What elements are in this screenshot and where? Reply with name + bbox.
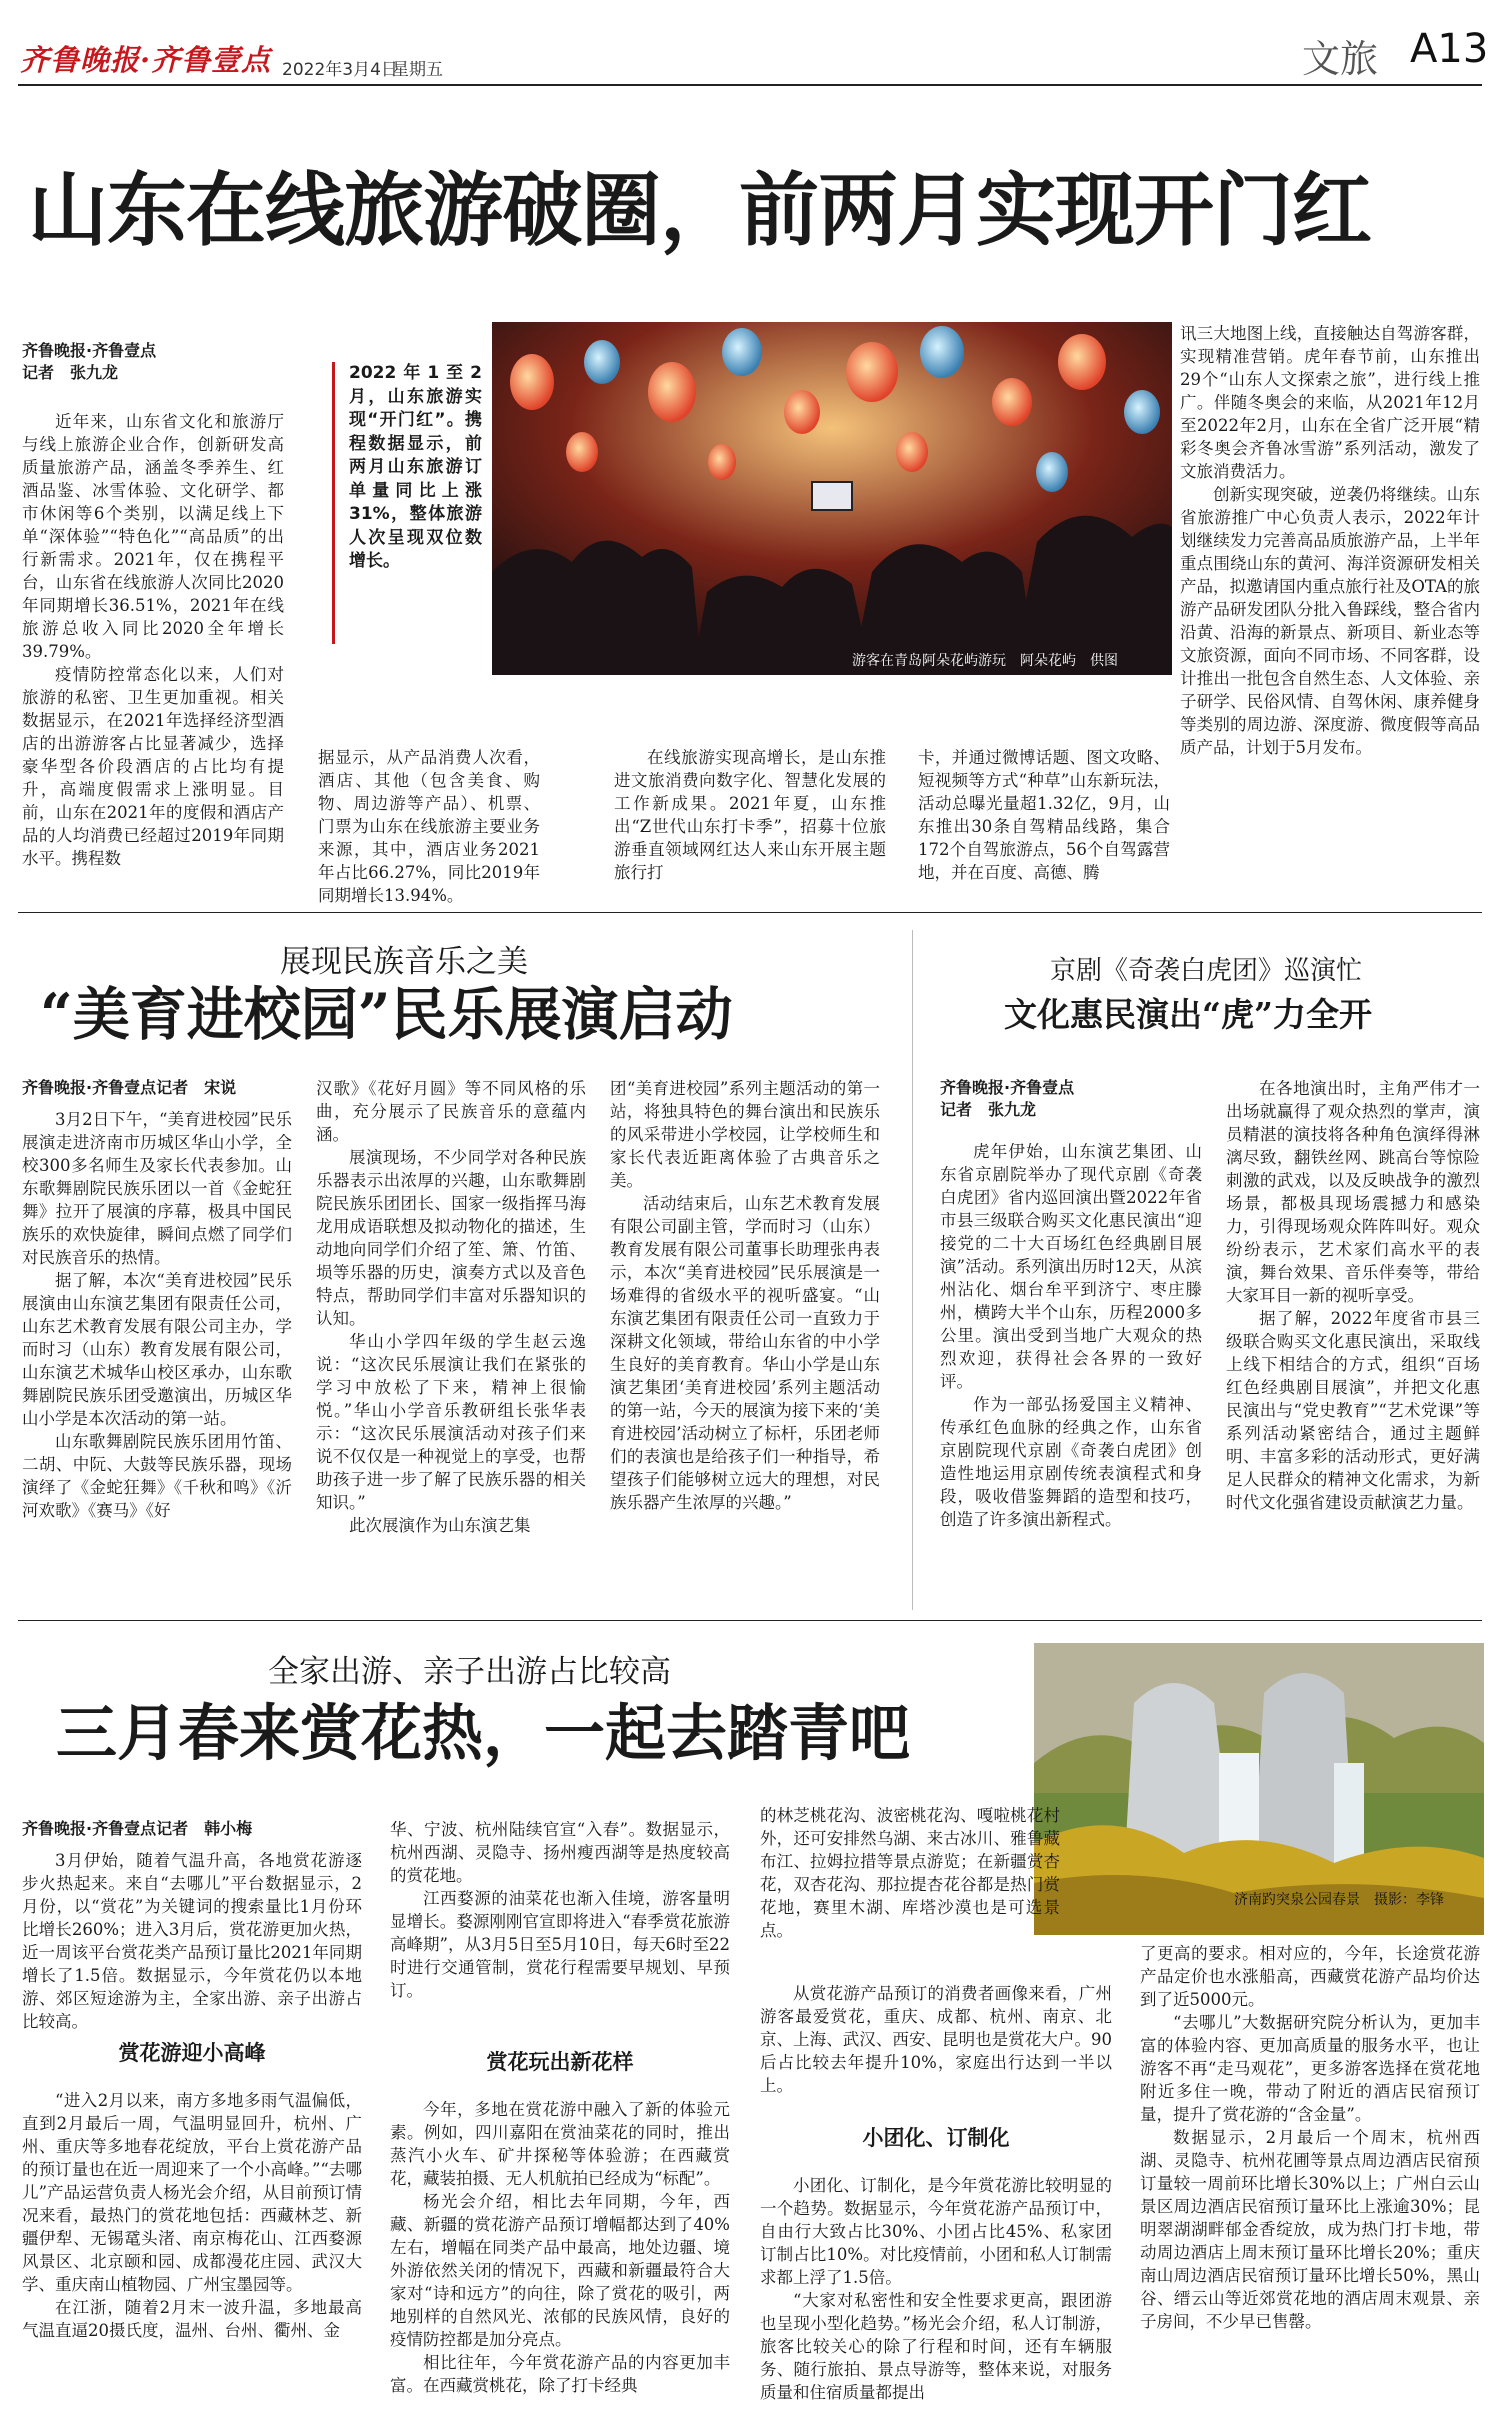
paragraph: “去哪儿”大数据研究院分析认为，更加丰富的体验内容、更加高质量的服务水平，也让游客不再“走马观花”，更多游客选择在赏花地附近多住一晚，带动了附近的酒店民宿预订量，提升了赏花游的“含金量”。 — [1140, 2013, 1480, 2124]
paragraph: “大家对私密性和安全性要求更高，跟团游也呈现小型化趋势。”杨光会介绍，私人订制游，旅客比较关心的除了行程和时间，还有车辆服务、随行旅拍、景点导游等，整体来说，对服务质量和住宿质量都提出 — [760, 2291, 1112, 2402]
article4-col3-wrap — [760, 1804, 1112, 2409]
article3-byline — [940, 1077, 1180, 1121]
article3-headline: 文化惠民演出“虎”力全开 — [1004, 995, 1372, 1034]
article2-headline: “美育进校园”民乐展演启动 — [40, 981, 733, 1048]
paragraph: 团“美育进校园”系列主题活动的第一站，将独具特色的舞台演出和民族乐的风采带进小学校园，让学校师生和家长代表近距离体验了古典音乐之美。 — [610, 1079, 880, 1190]
article1-photo-caption: 游客在青岛阿朵花屿游玩 阿朵花屿 供图 — [852, 653, 1118, 669]
subhead-small-group: 小团化、订制化 — [862, 2126, 1010, 2150]
masthead-rule — [18, 84, 1482, 86]
article1-headline: 山东在线旅游破圈，前两月实现开门红 — [28, 163, 1371, 257]
paragraph: 作为一部弘扬爱国主义精神、传承红色血脉的经典之作，山东省京剧院现代京剧《奇袭白虎团》创造性地运用京剧传统表演程式和身段，吸收借鉴舞蹈的造型和技巧，创造了许多演出新程式。 — [940, 1395, 1202, 1529]
paragraph: 3月伊始，随着气温升高，各地赏花游逐步火热起来。来自“去哪儿”平台数据显示，2月份，以“赏花”为关键词的搜索量比1月份环比增长260%；进入3月后，赏花游更加火热，近一周该平台赏花类产品预订量比2021年同期增长了1.5倍。数据显示，今年赏花仍以本地游、郊区短途游为主，全家出游、亲子出游占比较高。 — [22, 1851, 362, 2031]
article1-col4 — [918, 746, 1170, 898]
paragraph: 据了解，2022年度省市县三级联合购买文化惠民演出，采取线上线下相结合的方式，组织“百场红色经典剧目展演”，并把文化惠民演出与“党史教育”“艺术党课”等系列活动紧密结合，通过主题鲜明、丰富多彩的活动形式，更好满足人民群众的精神文化需求，为新时代文化强省建设贡献演艺力量。 — [1226, 1309, 1480, 1512]
paragraph: 卡，并通过微博话题、图文攻略、短视频等方式“种草”山东新玩法，活动总曝光量超1.32亿，9月，山东推出30条自驾精品线路，集合172个自驾旅游点，56个自驾露营地，并在百度、高德、腾 — [918, 748, 1170, 882]
paragraph: 今年，多地在赏花游中融入了新的体验元素。例如，四川嘉阳在赏油菜花的同时，推出蒸汽小火车、矿井探秘等体验游；在西藏赏花，藏装拍摄、无人机航拍已经成为“标配”。 — [390, 2100, 730, 2188]
paragraph: 山东歌舞剧院民族乐团用竹笛、二胡、中阮、大鼓等民族乐器，现场演绎了《金蛇狂舞》《千秋和鸣》《沂河欢歌》《赛马》《好 — [22, 1432, 292, 1520]
paragraph: 小团化、订制化，是今年赏花游比较明显的一个趋势。数据显示，今年赏花游产品预订中，自由行大致占比30%、小团占比45%、私家团订制占比10%。对比疫情前，小团和私人订制需求都上浮了1.5倍。 — [760, 2176, 1112, 2287]
page-number: A13 — [1410, 26, 1489, 72]
paragraph: 华、宁波、杭州陆续官宣“入春”。数据显示，杭州西湖、灵隐寺、扬州瘦西湖等是热度较高的赏花地。 — [390, 1820, 730, 1885]
article1-photo — [492, 322, 1172, 675]
article4-col1a — [22, 1849, 362, 2031]
paragraph: 在线旅游实现高增长，是山东推进文旅消费向数字化、智慧化发展的工作新成果。2021年夏，山东推出“Z世代山东打卡季”，招募十位旅游垂直领域网红达人来山东开展主题旅行打 — [614, 748, 886, 882]
article4-col2b — [390, 2098, 730, 2409]
paragraph: 的林芝桃花沟、波密桃花沟、嘎啦桃花村外，还可安排然乌湖、来古冰川、雅鲁藏布江、拉姆拉措等景点游览；在新疆赏杏花，双杏花沟、那拉提杏花谷都是热门赏花地，赛里木湖、库塔沙漠也是可选景点。 — [760, 1806, 1060, 1940]
masthead — [0, 0, 1500, 80]
article3-col2 — [1226, 1077, 1480, 1604]
article4-col1b — [22, 2089, 362, 2409]
lantern-street-photo — [492, 322, 1172, 675]
article4-col4 — [1140, 1942, 1480, 2409]
article4-photo-caption: 济南趵突泉公园春景 摄影：李锋 — [1234, 1892, 1444, 1908]
article4-kicker: 全家出游、亲子出游占比较高 — [268, 1654, 671, 1690]
subhead-flower-peak: 赏花游迎小高峰 — [118, 2041, 266, 2065]
article2-col2 — [316, 1077, 586, 1604]
section-name: 文旅 — [1302, 37, 1379, 81]
paragraph: 近年来，山东省文化和旅游厅与线上旅游企业合作，创新研发高质量旅游产品，涵盖冬季养生、红酒品鉴、冰雪体验、文化研学、都市休闲等6个类别，以满足线上下单“深体验”“特色化”“高品质”的出行新需求。2021年，仅在携程平台，山东省在线旅游人次同比2020年同期增长36.51%，2021年在线旅游总收入同比2020全年增长39.79%。 — [22, 412, 284, 661]
column-divider — [912, 930, 913, 1610]
paragraph: 江西婺源的油菜花也渐入佳境，游客量明显增长。婺源刚刚官宣即将进入“春季赏花旅游高峰期”，从3月5日至5月10日，每天6时至22时进行交通管制，赏花行程需要早规划、早预订。 — [390, 1889, 730, 2000]
article1-col5 — [1180, 322, 1480, 898]
paragraph: 虎年伊始，山东演艺集团、山东省京剧院举办了现代京剧《奇袭白虎团》省内巡回演出暨2022年省市县三级联合购买文化惠民演出“迎接党的二十大百场红色经典剧目展演”活动。系列演出历时12天，从滨州沾化、烟台牟平到济宁、枣庄滕州，横跨大半个山东，历程2000多公里。演出受到当地广大观众的热烈欢迎，获得社会各界的一致好评。 — [940, 1142, 1202, 1391]
article4-col2-wrap — [390, 1818, 730, 2409]
section-rule — [18, 1620, 1482, 1621]
paragraph: 在江浙，随着2月末一波升温，多地最高气温直逼20摄氏度，温州、台州、衢州、金 — [22, 2298, 362, 2340]
paragraph: 数据显示，2月最后一个周末，杭州西湖、灵隐寺、杭州花圃等景点周边酒店民宿预订量较一周前环比增长30%以上；广州白云山景区周边酒店民宿预订量环比上涨逾30%；昆明翠湖湖畔郁金香绽放，成为热门打卡地，带动周边酒店上周末预订量环比增长20%；重庆南山周边酒店民宿预订量环比增长50%，黑山谷、缙云山等近郊赏花地的酒店周末观景、亲子房间，不少早已售罄。 — [1140, 2128, 1480, 2331]
article1-byline — [22, 340, 292, 384]
paragraph: 创新实现突破，逆袭仍将继续。山东省旅游推广中心负责人表示，2022年计划继续发力完善高品质旅游产品，上半年重点围绕山东的黄河、海洋资源研发相关产品，拟邀请国内重点旅行社及OTA的旅游产品研发团队分批入鲁踩线，整合省内沿黄、沿海的新景点、新项目、新业态等文旅资源，面向不同市场、不同客群，设计推出一批包含自然生态、人文体验、亲子研学、民俗风情、自驾休闲、康养健身等类别的周边游、深度游、微度假等高品质产品，计划于5月发布。 — [1180, 485, 1480, 757]
paragraph: 在各地演出时，主角严伟才一出场就赢得了观众热烈的掌声，演员精湛的演技将各种角色演绎得淋漓尽致，翻铁丝网、跳高台等惊险刺激的武戏，以及反映战争的激烈场景，都极具现场震撼力和感染力，引得现场观众阵阵叫好。观众纷纷表示，艺术家们高水平的表演，舞台效果、音乐伴奏等，带给大家耳目一新的视听享受。 — [1226, 1079, 1480, 1305]
article2-kicker: 展现民族音乐之美 — [280, 944, 528, 980]
paragraph: 此次展演作为山东演艺集 — [349, 1516, 531, 1535]
issue-weekday: 星期五 — [392, 60, 443, 80]
byline-outlet: 齐鲁晚报·齐鲁壹点 — [940, 1078, 1075, 1097]
byline-reporter: 记者 张九龙 — [22, 363, 119, 382]
paragraph: 疫情防控常态化以来，人们对旅游的私密、卫生更加重视。相关数据显示，在2021年选择经济型酒店的出游游客占比显著减少，选择豪华型各价段酒店的占比均有提升，高端度假需求上涨明显。目前，山东在2021年的度假和酒店产品的人均消费已经超过2019年同期水平。携程数 — [22, 665, 284, 868]
paragraph: “进入2月以来，南方多地多雨气温偏低，直到2月最后一周，气温明显回升，杭州、广州、重庆等多地春花绽放，平台上赏花游产品的预订量也在近一周迎来了一个小高峰。”“去哪儿”产品运营负责人杨光会介绍，从目前预订情况来看，最热门的赏花地包括：西藏林芝、新疆伊犁、无锡鼋头渚、南京梅花山、江西婺源风景区、北京颐和园、成都漫花庄园、武汉大学、重庆南山植物园、广州宝墨园等。 — [22, 2091, 362, 2294]
article4-headline: 三月春来赏花热，一起去踏青吧 — [56, 1698, 911, 1769]
article1-col1 — [22, 410, 284, 898]
article4-col3c — [760, 2174, 1112, 2409]
section-rule — [18, 912, 1482, 913]
article4-col3a — [760, 1804, 1060, 1970]
article4-byline: 齐鲁晚报·齐鲁壹点记者 韩小梅 — [22, 1819, 253, 1838]
article1-lead-text: 2022年1至2月，山东旅游实现“开门红”。携程数据显示，前两月山东旅游订单量同比上涨31%，整体旅游人次呈现双位数增长。 — [349, 363, 482, 571]
paragraph: 汉歌》《花好月圆》等不同风格的乐曲，充分展示了民族音乐的意蕴内涵。 — [316, 1079, 586, 1144]
article4-col1-wrap — [22, 1849, 362, 2409]
article2-col1 — [22, 1108, 292, 1604]
paragraph: 3月2日下午，“美育进校园”民乐展演走进济南市历城区华山小学，全校300多名师生及家长代表参加。山东歌舞剧院民族乐团以一首《金蛇狂舞》拉开了展演的序幕，极具中国民族乐的欢快旋律，瞬间点燃了同学们对民族音乐的热情。 — [22, 1110, 292, 1267]
byline-outlet: 齐鲁晚报·齐鲁壹点 — [22, 341, 157, 360]
paragraph: 杨光会介绍，相比去年同期，今年，西藏、新疆的赏花游产品预订增幅都达到了40%左右，增幅在同类产品中最高，地处边疆、境外游依然关闭的情况下，西藏和新疆最符合大家对“诗和远方”的向往，除了赏花的吸引，两地别样的自然风光、浓郁的民族风情，良好的疫情防控都是加分亮点。 — [390, 2192, 730, 2349]
paragraph: 据显示，从产品消费人次看，酒店、其他（包含美食、购物、周边游等产品）、机票、门票为山东在线旅游主要业务来源，其中，酒店业务2021年占比66.27%，同比2019年同期增长13.94%。 — [318, 748, 540, 905]
article4-col2a — [390, 1818, 730, 2034]
article2-byline: 齐鲁晚报·齐鲁壹点记者 宋说 — [22, 1078, 237, 1097]
paragraph: 华山小学四年级的学生赵云逸说：“这次民乐展演让我们在紧张的学习中放松了下来，精神上很愉悦。”华山小学音乐教研组长张华表示：“这次民乐展演活动对孩子们来说不仅仅是一种视觉上的享受，也帮助孩子进一步了解了民族乐器的相关知识。” — [316, 1332, 586, 1512]
paragraph: 活动结束后，山东艺术教育发展有限公司副主管，学而时习（山东）教育发展有限公司董事长助理张冉表示，本次“美育进校园”民乐展演是一场难得的省级水平的视听盛宴。“山东演艺集团有限责任公司一直致力于深耕文化领域，带给山东省的中小学生良好的美育教育。华山小学是山东演艺集团‘美育进校园’系列主题活动的第一站，今天的展演为接下来的‘美育进校园’活动树立了标杆，乐团老师们的表演也是给孩子们一种指导，希望孩子们能够树立远大的理想，对民族乐器产生浓厚的兴趣。” — [610, 1194, 880, 1512]
brand-logo: 齐鲁晚报·齐鲁壹点 — [20, 43, 272, 77]
subhead-new-ways: 赏花玩出新花样 — [486, 2050, 634, 2074]
article1-col3 — [614, 746, 886, 898]
article1-lead-box — [332, 362, 482, 644]
article2-col3 — [610, 1077, 880, 1604]
paragraph: 从赏花游产品预订的消费者画像来看，广州游客最爱赏花，重庆、成都、杭州、南京、北京、上海、武汉、西安、昆明也是赏花大户。90后占比较去年提升10%，家庭出行达到一半以上。 — [760, 1984, 1112, 2095]
paragraph: 相比往年，今年赏花游产品的内容更加丰富。在西藏赏桃花，除了打卡经典 — [390, 2353, 730, 2395]
issue-date: 2022年3月4日 — [282, 60, 398, 80]
paragraph: 展演现场，不少同学对各种民族乐器表示出浓厚的兴趣，山东歌舞剧院民族乐团团长、国家一级指挥马海龙用成语联想及拟动物化的描述，生动地向同学们介绍了笙、箫、竹笛、埙等乐器的历史，演奏方式以及音色特点，帮助同学们丰富对乐器知识的认知。 — [316, 1148, 586, 1328]
article4-col3b — [760, 1982, 1112, 2100]
paragraph: 据了解，本次“美育进校园”民乐展演由山东演艺集团有限责任公司，山东艺术教育发展有限公司主办，学而时习（山东）教育发展有限公司，山东演艺术城华山校区承办，山东歌舞剧院民族乐团受邀演出，历城区华山小学是本次活动的第一站。 — [22, 1271, 292, 1428]
byline-reporter: 记者 张九龙 — [940, 1100, 1037, 1119]
article3-col1 — [940, 1140, 1202, 1604]
paragraph: 了更高的要求。相对应的，今年，长途赏花游产品定价也水涨船高，西藏赏花游产品均价达到了近5000元。 — [1140, 1944, 1480, 2009]
paragraph: 讯三大地图上线，直接触达自驾游客群，实现精准营销。虎年春节前，山东推出29个“山东人文探索之旅”，进行线上推广。伴随冬奥会的来临，从2021年12月至2022年2月，山东在全省广泛开展“精彩冬奥会齐鲁冰雪游”系列活动，激发了文旅消费活力。 — [1180, 324, 1480, 481]
article3-kicker: 京剧《奇袭白虎团》巡演忙 — [1050, 956, 1363, 986]
article1-col2 — [318, 746, 540, 905]
